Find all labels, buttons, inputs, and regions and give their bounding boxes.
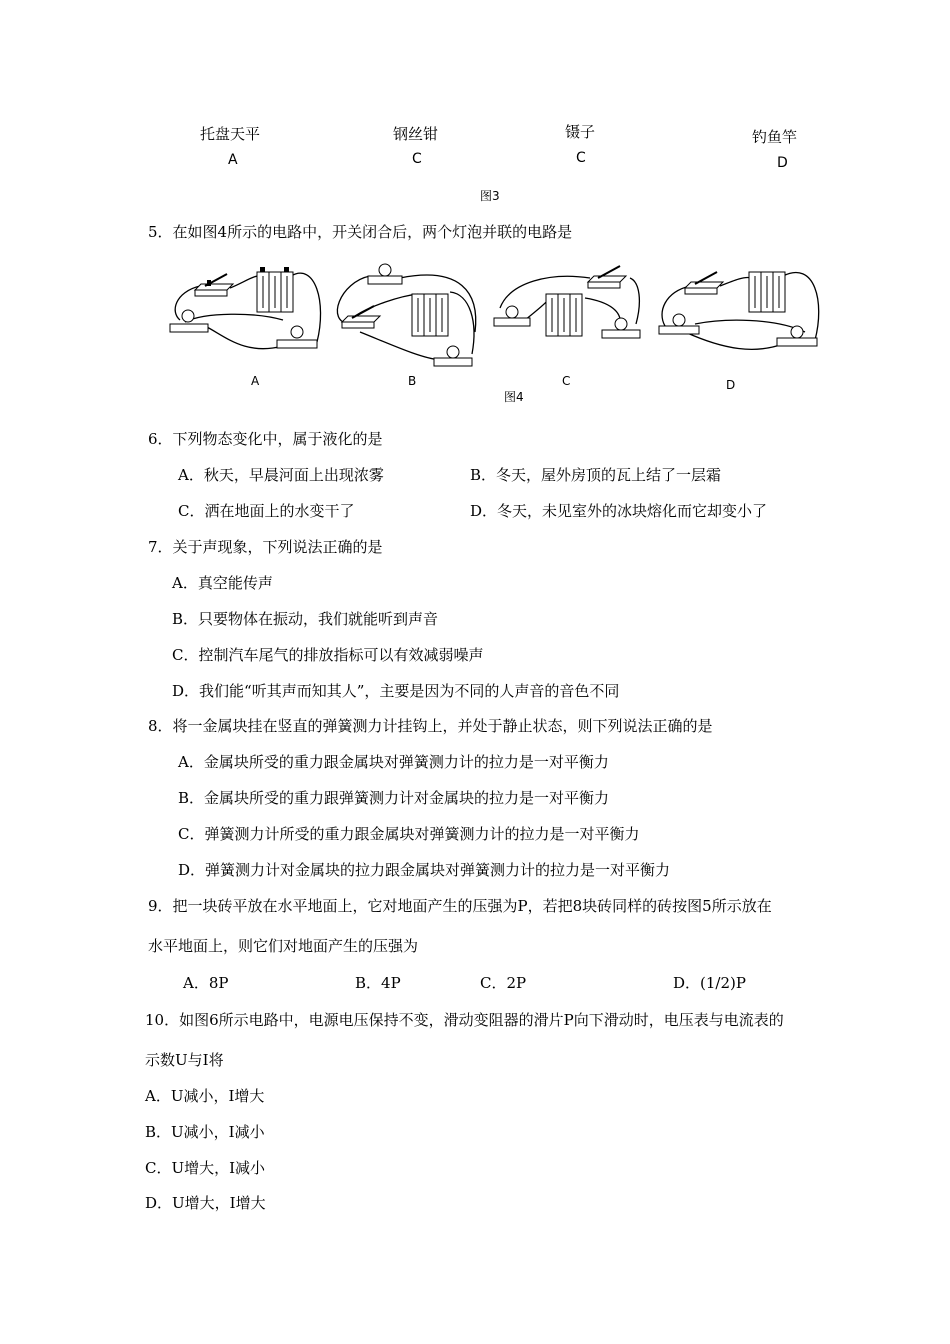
q6-option-c: C．洒在地面上的水变干了 xyxy=(178,502,355,520)
q9-stem-line-2: 水平地面上，则它们对地面产生的压强为 xyxy=(148,937,419,955)
circuit-a-battery xyxy=(257,267,293,312)
q6-option-d: D．冬天，未见室外的冰块熔化而它却变小了 xyxy=(470,502,768,520)
circuit-d-diagram xyxy=(655,262,825,362)
circuit-c-battery xyxy=(546,294,582,336)
circuit-label-b: B xyxy=(408,374,417,388)
q10-option-b: B．U减小，I减小 xyxy=(145,1123,265,1141)
circuit-label-d: D xyxy=(726,378,736,392)
circuit-b-bulb-bottom xyxy=(434,346,472,366)
circuit-d-bulb-1 xyxy=(659,314,699,334)
q8-stem: 8．将一金属块挂在竖直的弹簧测力计挂钩上，并处于静止状态，则下列说法正确的是 xyxy=(148,717,713,735)
fig3-caption: 图3 xyxy=(480,189,500,203)
circuit-a-bulb-2 xyxy=(277,326,317,348)
q6-stem: 6．下列物态变化中，属于液化的是 xyxy=(148,430,383,448)
circuit-d-bulb-2 xyxy=(777,326,817,346)
q8-option-c: C．弹簧测力计所受的重力跟金属块对弹簧测力计的拉力是一对平衡力 xyxy=(178,825,640,843)
q7-option-d: D．我们能“听其声而知其人”，主要是因为不同的人声音的音色不同 xyxy=(172,682,620,700)
circuit-a-switch xyxy=(195,274,233,296)
circuit-c-switch xyxy=(588,266,626,288)
q8-option-a: A．金属块所受的重力跟金属块对弹簧测力计的拉力是一对平衡力 xyxy=(178,753,609,771)
fig3-item-letter-a: A xyxy=(228,152,238,168)
circuit-d-battery xyxy=(749,272,785,312)
circuit-d-switch xyxy=(685,272,723,294)
circuit-b-diagram xyxy=(330,262,490,372)
q8-option-b: B．金属块所受的重力跟弹簧测力计对金属块的拉力是一对平衡力 xyxy=(178,789,610,807)
fig3-item-letter-b: C xyxy=(412,151,422,167)
q9-option-c: C．2P xyxy=(480,974,527,992)
q7-stem: 7．关于声现象，下列说法正确的是 xyxy=(148,538,383,556)
circuit-label-a: A xyxy=(251,374,260,388)
q5-stem: 5．在如图4所示的电路中，开关闭合后，两个灯泡并联的电路是 xyxy=(148,223,573,241)
q6-option-a: A．秋天，早晨河面上出现浓雾 xyxy=(178,466,384,484)
fig3-item-name-c: 镊子 xyxy=(565,123,596,141)
q6-option-b: B．冬天，屋外房顶的瓦上结了一层霜 xyxy=(470,466,722,484)
q10-stem-line-2: 示数U与I将 xyxy=(145,1051,224,1069)
circuit-label-c: C xyxy=(562,374,571,388)
q9-option-b: B．4P xyxy=(355,974,401,992)
q9-option-a: A．8P xyxy=(183,974,229,992)
q7-option-b: B．只要物体在振动，我们就能听到声音 xyxy=(172,610,439,628)
circuit-c-bulb-right xyxy=(602,318,640,338)
circuit-a-diagram xyxy=(165,262,325,362)
q7-option-c: C．控制汽车尾气的排放指标可以有效减弱噪声 xyxy=(172,646,484,664)
q8-option-d: D．弹簧测力计对金属块的拉力跟金属块对弹簧测力计的拉力是一对平衡力 xyxy=(178,861,671,879)
fig3-item-name-a: 托盘天平 xyxy=(200,125,261,143)
q10-option-c: C．U增大，I减小 xyxy=(145,1159,266,1177)
fig3-item-letter-c: C xyxy=(576,150,586,166)
q9-option-d: D．(1/2)P xyxy=(673,974,746,992)
circuit-c-diagram xyxy=(490,262,650,352)
fig3-item-letter-d: D xyxy=(777,155,788,171)
q7-option-a: A．真空能传声 xyxy=(172,574,273,592)
fig3-item-name-b: 钢丝钳 xyxy=(393,125,439,143)
fig4-caption: 图4 xyxy=(504,390,524,404)
q10-stem-line-1: 10．如图6所示电路中，电源电压保持不变，滑动变阻器的滑片P向下滑动时，电压表与电流表的 xyxy=(145,1011,784,1029)
circuit-b-switch xyxy=(342,306,380,328)
circuit-b-battery xyxy=(412,294,448,336)
q10-option-d: D．U增大，I增大 xyxy=(145,1194,266,1212)
q10-option-a: A．U减小，I增大 xyxy=(145,1087,265,1105)
circuit-c-bulb-left xyxy=(494,306,530,326)
circuit-b-bulb-top xyxy=(368,264,402,284)
fig3-item-name-d: 钓鱼竿 xyxy=(752,128,798,146)
q9-stem-line-1: 9．把一块砖平放在水平地面上，它对地面产生的压强为P，若把8块砖同样的砖按图5所示放在 xyxy=(148,897,772,915)
